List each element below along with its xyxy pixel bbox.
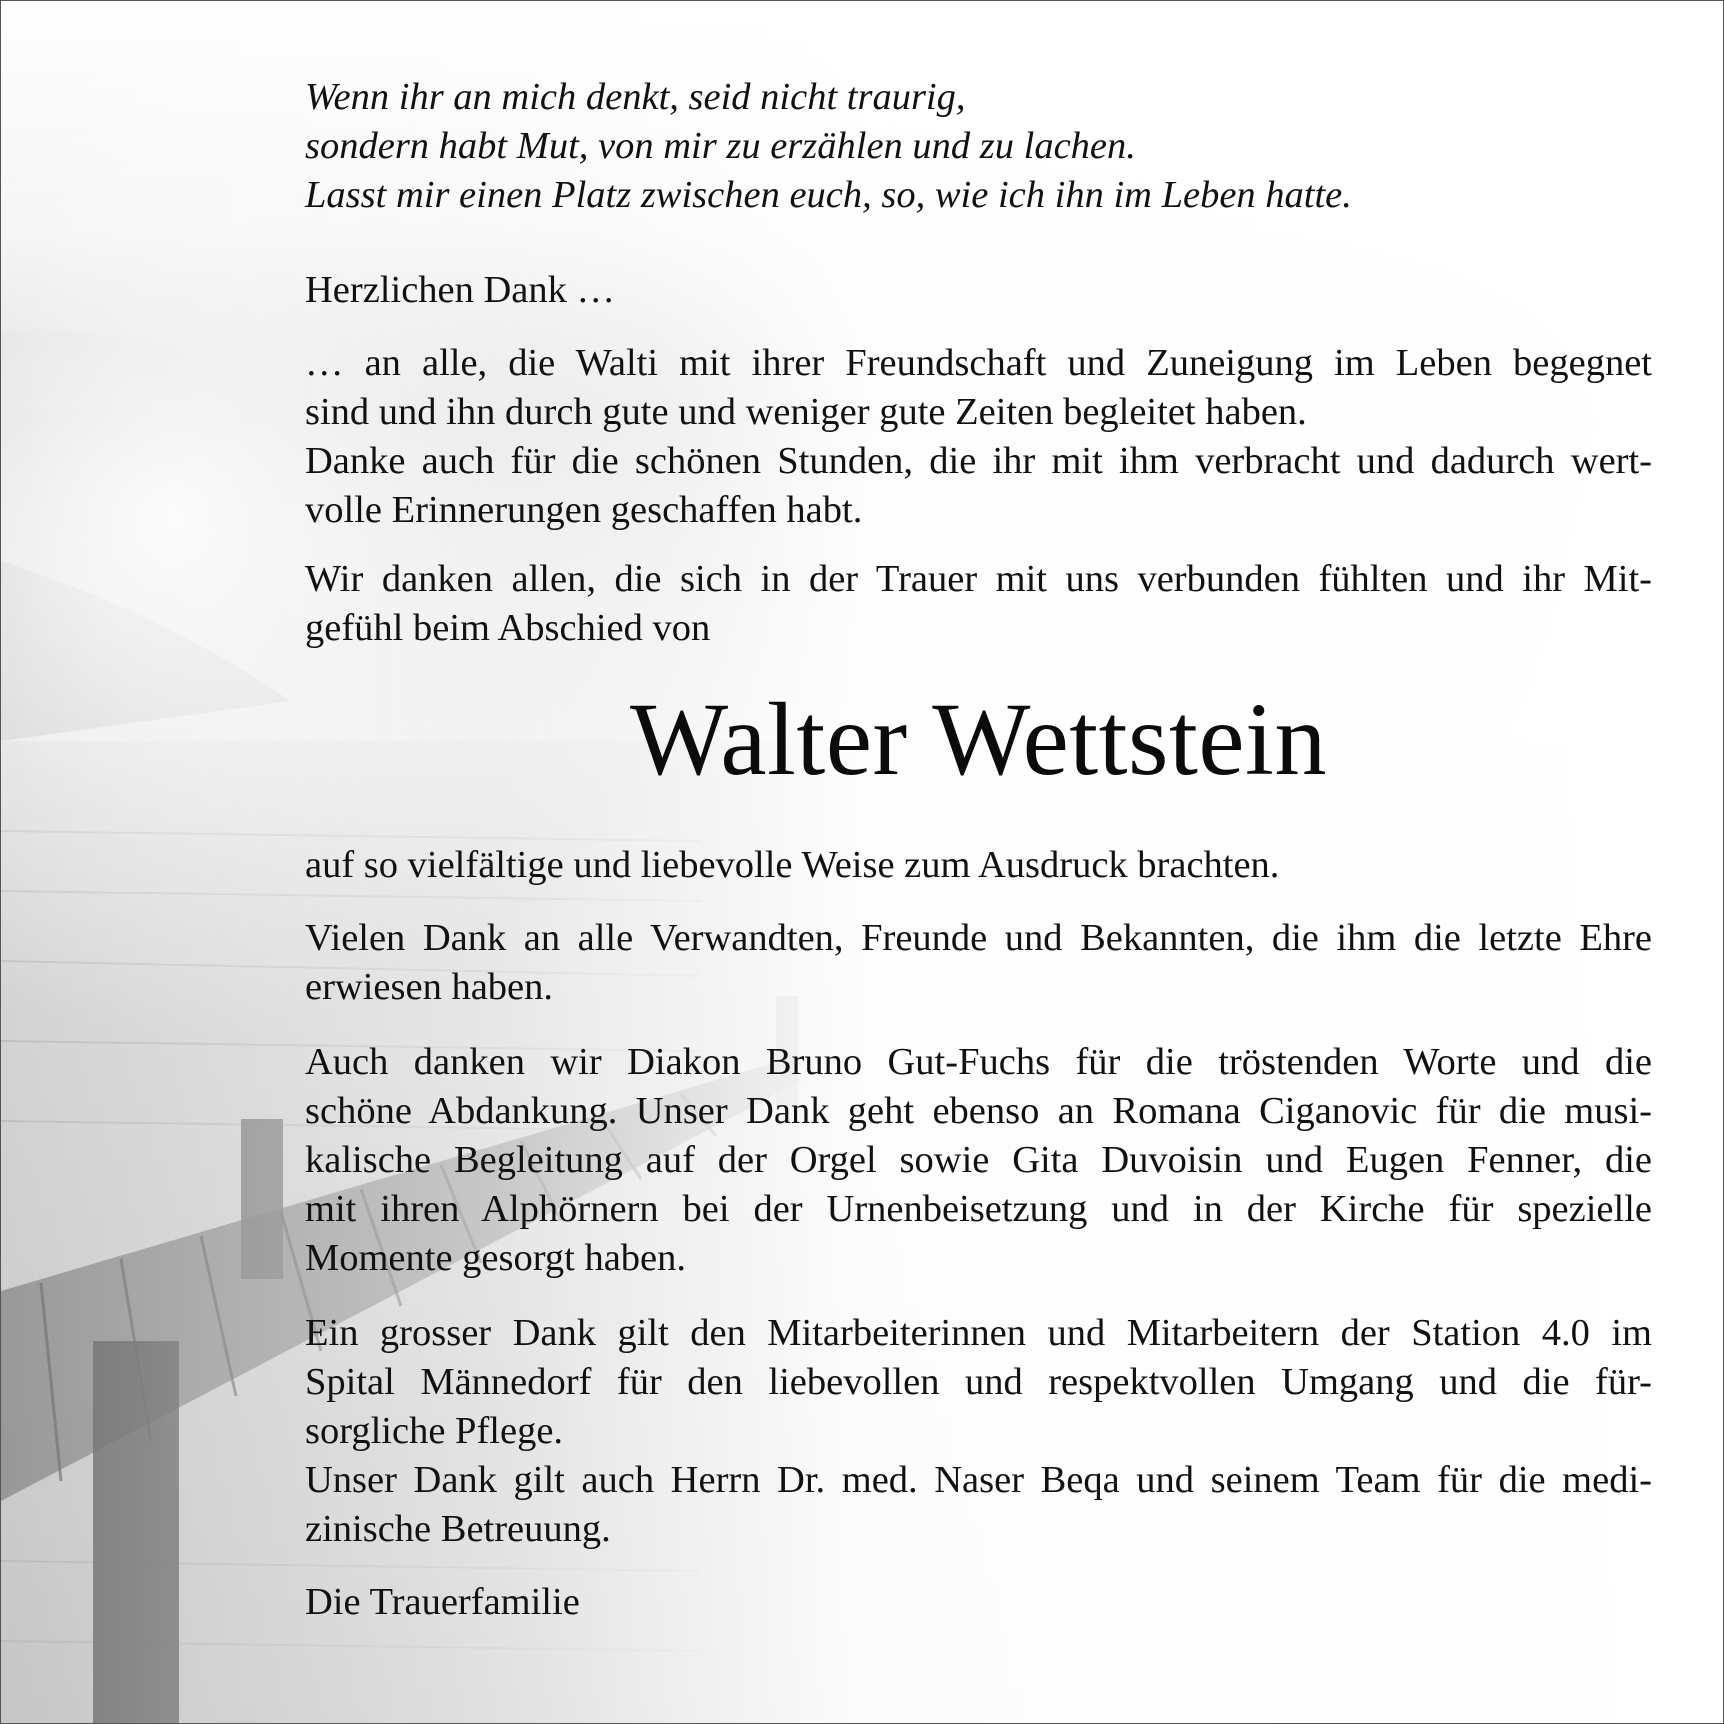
motto-verse <box>305 73 1652 220</box>
motto-line: Wenn ihr an mich denkt, seid nicht traurig, <box>305 76 966 118</box>
greeting: Herzlichen Dank … <box>305 269 616 311</box>
text-line: … an alle, die Walti mit ihrer Freundschaft und Zuneigung im Leben begegnet <box>305 342 1652 384</box>
paragraph-thanks-sympathy <box>305 555 1652 653</box>
deceased-name: Walter Wettstein <box>630 682 1327 797</box>
text-line: sorgliche Pflege. <box>305 1410 564 1452</box>
obituary-text <box>305 73 1652 1647</box>
text-line: Danke auch für die schönen Stunden, die ihr mit ihm verbracht und dadurch wert- <box>305 440 1652 482</box>
text-line: Spital Männedorf für den liebevollen und respektvollen Umgang und die für- <box>305 1361 1652 1403</box>
text-line: volle Erinnerungen geschaffen habt. <box>305 489 863 531</box>
text-line: zinische Betreuung. <box>305 1508 611 1550</box>
paragraph-thanks-hospital <box>305 1309 1652 1554</box>
signature: Die Trauerfamilie <box>305 1581 580 1623</box>
text-line: Wir danken allen, die sich in der Trauer mit uns verbunden fühlten und ihr Mit- <box>305 558 1652 600</box>
motto-line: sondern habt Mut, von mir zu erzählen und zu lachen. <box>305 125 1136 167</box>
text-line: kalische Begleitung auf der Orgel sowie Gita Duvoisin und Eugen Fenner, die <box>305 1139 1652 1181</box>
paragraph-thanks-relatives <box>305 914 1652 1012</box>
text-line: schöne Abdankung. Unser Dank geht ebenso an Romana Ciganovic für die musi- <box>305 1090 1652 1132</box>
text-line: erwiesen haben. <box>305 966 553 1008</box>
text-line: Ein grosser Dank gilt den Mitarbeiterinnen und Mitarbeitern der Station 4.0 im <box>305 1312 1652 1354</box>
text-line: mit ihren Alphörnern bei der Urnenbeisetzung und in der Kirche für spezielle <box>305 1188 1652 1230</box>
text-line: Unser Dank gilt auch Herrn Dr. med. Naser Beqa und seinem Team für die medi- <box>305 1459 1652 1501</box>
paragraph-thanks-friends <box>305 339 1652 535</box>
text-line: Momente gesorgt haben. <box>305 1237 686 1279</box>
text-line: sind und ihn durch gute und weniger gute Zeiten begleitet haben. <box>305 391 1307 433</box>
text-line: Vielen Dank an alle Verwandten, Freunde und Bekannten, die ihm die letzte Ehre <box>305 917 1652 959</box>
text-line: Auch danken wir Diakon Bruno Gut-Fuchs für die tröstenden Worte und die <box>305 1041 1652 1083</box>
paragraph-thanks-ceremony <box>305 1038 1652 1283</box>
text-line: gefühl beim Abschied von <box>305 607 711 649</box>
paragraph-expression: auf so vielfältige und liebevolle Weise zum Ausdruck brachten. <box>305 844 1280 886</box>
motto-line: Lasst mir einen Platz zwischen euch, so, wie ich ihn im Leben hatte. <box>305 174 1352 216</box>
